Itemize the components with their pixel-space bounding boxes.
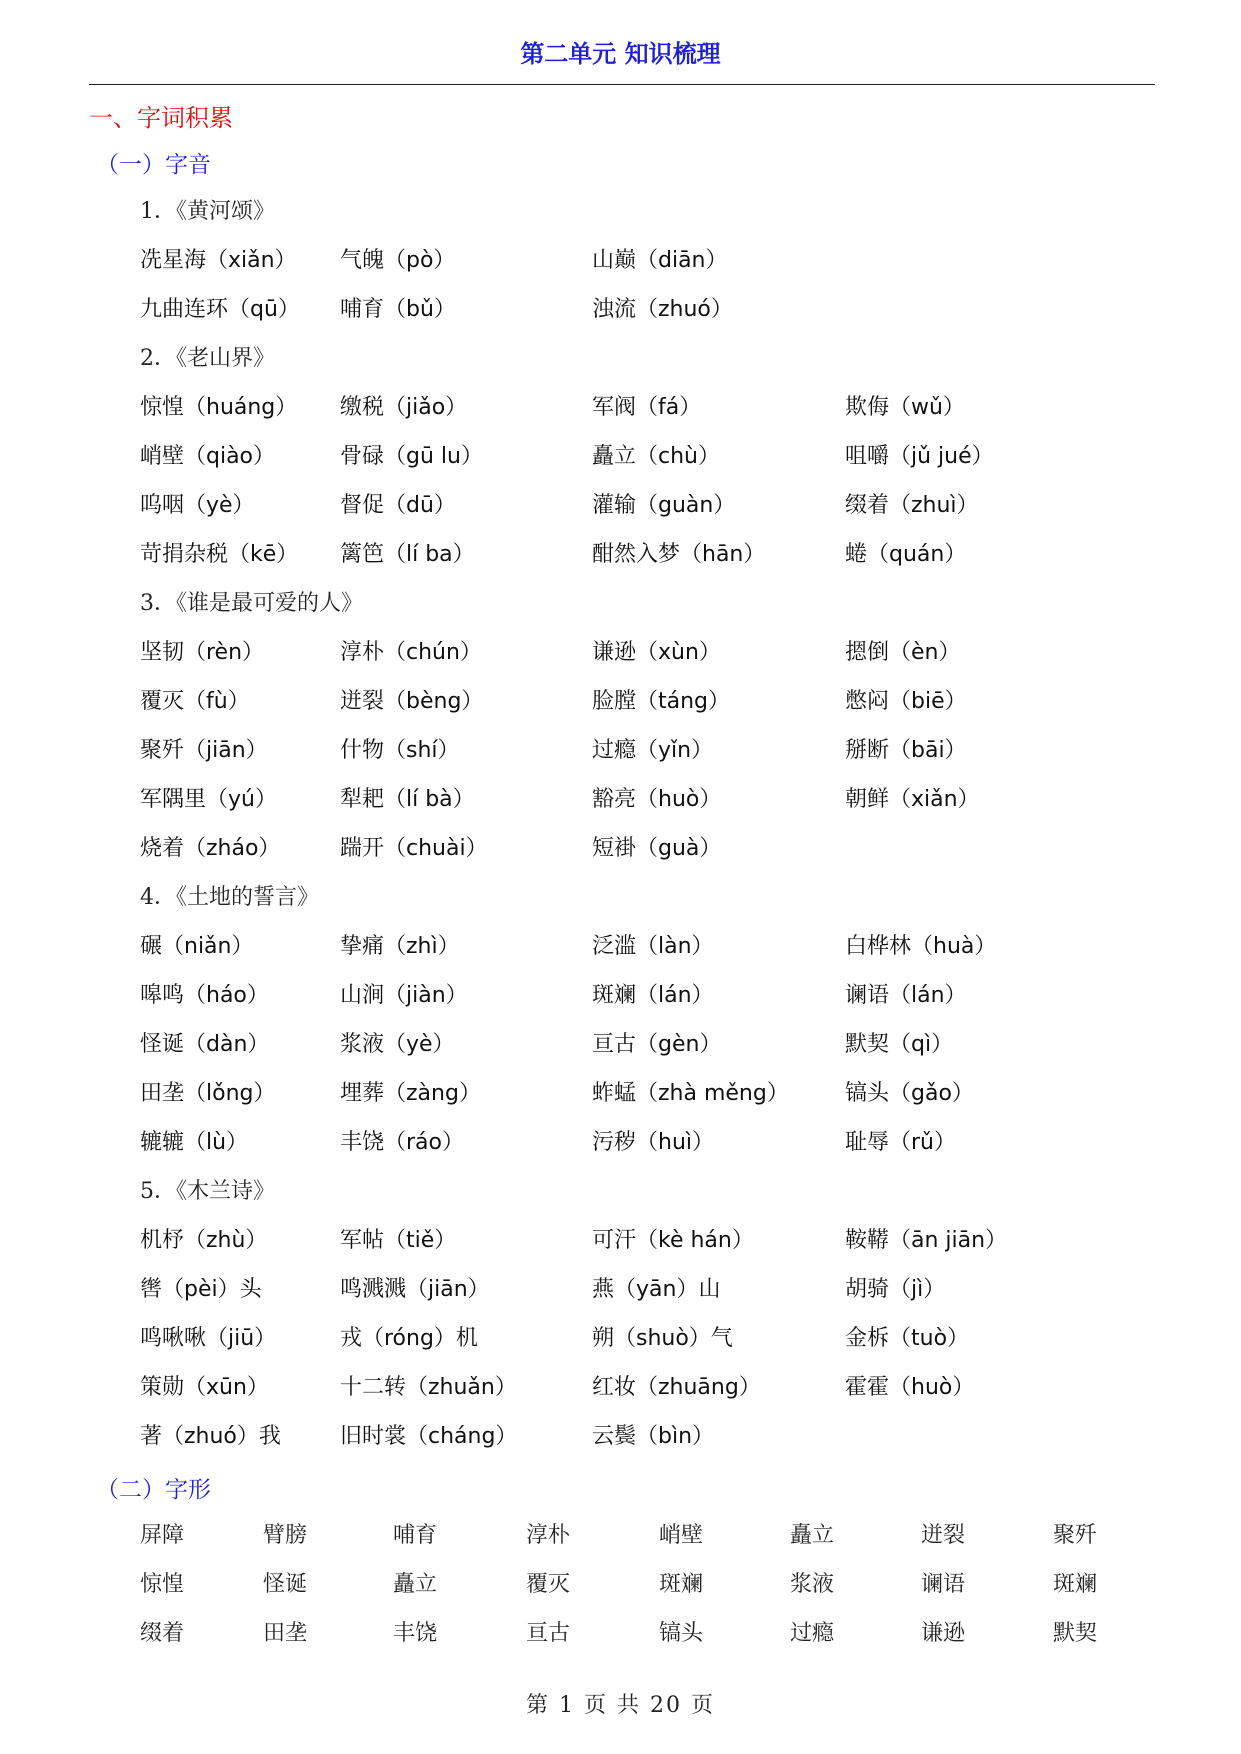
word-entry: 咀嚼（jǔ jué） (845, 444, 994, 469)
subsection-title-glyphs: （二）字形 (96, 1477, 211, 1503)
word-entry: 迸裂（bèng） (340, 689, 484, 714)
glyph-word: 哺育 (393, 1523, 438, 1548)
word-row (0, 439, 1241, 473)
word-row (0, 1223, 1241, 1257)
word-entry: 燕（yān）山 (592, 1277, 721, 1302)
word-entry: 军隅里（yú） (140, 787, 277, 812)
glyph-word: 镐头 (659, 1621, 704, 1646)
word-entry: 鸣啾啾（jiū） (140, 1326, 277, 1351)
lesson-title: 2．《老山界》 (140, 346, 275, 371)
glyph-word: 屏障 (140, 1523, 185, 1548)
glyph-word: 缀着 (140, 1621, 185, 1646)
word-row (0, 488, 1241, 522)
word-entry: 嗥鸣（háo） (140, 983, 269, 1008)
word-entry: 摁倒（èn） (845, 640, 961, 665)
glyph-word: 斑斓 (659, 1572, 704, 1597)
word-entry: 泛滥（làn） (592, 934, 714, 959)
glyph-word: 丰饶 (393, 1621, 438, 1646)
glyph-word: 覆灭 (526, 1572, 571, 1597)
glyph-row (0, 1567, 1241, 1601)
word-entry: 什物（shí） (340, 738, 460, 763)
word-entry: 戎（róng）机 (340, 1326, 478, 1351)
word-entry: 可汗（kè hán） (592, 1228, 754, 1253)
word-entry: 覆灭（fù） (140, 689, 250, 714)
word-entry: 灌输（guàn） (592, 493, 736, 518)
word-entry: 朔（shuò）气 (592, 1326, 733, 1351)
word-row (0, 782, 1241, 816)
word-entry: 挚痛（zhì） (340, 934, 460, 959)
word-entry: 憋闷（biē） (845, 689, 967, 714)
glyph-word: 过瘾 (790, 1621, 835, 1646)
word-entry: 山涧（jiàn） (340, 983, 468, 1008)
word-entry: 峭壁（qiào） (140, 444, 276, 469)
lesson-title: 5．《木兰诗》 (140, 1179, 275, 1204)
word-entry: 霍霍（huò） (845, 1375, 975, 1400)
word-entry: 酣然入梦（hān） (592, 542, 766, 567)
word-row (0, 929, 1241, 963)
word-entry: 犁耙（lí bà） (340, 787, 475, 812)
word-entry: 著（zhuó）我 (140, 1424, 281, 1449)
word-entry: 辘辘（lù） (140, 1130, 249, 1155)
word-row (0, 1027, 1241, 1061)
word-entry: 聚歼（jiān） (140, 738, 268, 763)
word-entry: 默契（qì） (845, 1032, 954, 1057)
word-entry: 红妆（zhuāng） (592, 1375, 761, 1400)
word-row (0, 243, 1241, 277)
page-footer: 第 1 页 共 20 页 (526, 1693, 715, 1718)
word-entry: 朝鲜（xiǎn） (845, 787, 980, 812)
subsection-title-pronunciation: （一）字音 (96, 152, 211, 178)
word-entry: 九曲连环（qū） (140, 297, 300, 322)
word-entry: 辔（pèi）头 (140, 1277, 262, 1302)
glyph-word: 矗立 (790, 1523, 835, 1548)
word-entry: 镐头（gǎo） (845, 1081, 974, 1106)
word-entry: 军阀（fá） (592, 395, 702, 420)
word-row (0, 292, 1241, 326)
glyph-word: 峭壁 (659, 1523, 704, 1548)
word-entry: 骨碌（gū lu） (340, 444, 483, 469)
word-row (0, 390, 1241, 424)
word-entry: 掰断（bāi） (845, 738, 967, 763)
glyph-word: 淳朴 (526, 1523, 571, 1548)
word-entry: 白桦林（huà） (845, 934, 997, 959)
word-entry: 冼星海（xiǎn） (140, 248, 297, 273)
glyph-word: 怪诞 (263, 1572, 308, 1597)
word-entry: 十二转（zhuǎn） (340, 1375, 517, 1400)
word-entry: 浆液（yè） (340, 1032, 455, 1057)
word-entry: 淳朴（chún） (340, 640, 482, 665)
word-entry: 山巅（diān） (592, 248, 728, 273)
word-entry: 斑斓（lán） (592, 983, 714, 1008)
word-entry: 过瘾（yǐn） (592, 738, 714, 763)
word-entry: 谰语（lán） (845, 983, 967, 1008)
word-entry: 亘古（gèn） (592, 1032, 722, 1057)
word-entry: 气魄（pò） (340, 248, 456, 273)
lesson-title: 4．《土地的誓言》 (140, 885, 319, 910)
glyph-row (0, 1616, 1241, 1650)
section-title: 一、字词积累 (89, 104, 233, 132)
glyph-word: 田垄 (263, 1621, 308, 1646)
glyph-word: 臂膀 (263, 1523, 308, 1548)
word-entry: 缴税（jiǎo） (340, 395, 468, 420)
word-entry: 短褂（guà） (592, 836, 722, 861)
word-entry: 田垄（lǒng） (140, 1081, 276, 1106)
header-divider (89, 84, 1155, 85)
word-entry: 呜咽（yè） (140, 493, 255, 518)
word-row (0, 1125, 1241, 1159)
word-entry: 篱笆（lí ba） (340, 542, 475, 567)
word-entry: 鞍鞯（ān jiān） (845, 1228, 1008, 1253)
glyph-word: 矗立 (393, 1572, 438, 1597)
word-row (0, 1419, 1241, 1453)
glyph-word: 浆液 (790, 1572, 835, 1597)
glyph-word: 谰语 (921, 1572, 966, 1597)
word-entry: 碾（niǎn） (140, 934, 254, 959)
glyph-word: 惊惶 (140, 1572, 185, 1597)
glyph-word: 谦逊 (921, 1621, 966, 1646)
word-row (0, 1272, 1241, 1306)
word-entry: 坚韧（rèn） (140, 640, 265, 665)
word-entry: 谦逊（xùn） (592, 640, 721, 665)
word-row (0, 537, 1241, 571)
word-row (0, 684, 1241, 718)
word-row (0, 635, 1241, 669)
word-entry: 金柝（tuò） (845, 1326, 970, 1351)
word-entry: 污秽（huì） (592, 1130, 714, 1155)
word-entry: 豁亮（huò） (592, 787, 722, 812)
word-entry: 云鬓（bìn） (592, 1424, 715, 1449)
word-entry: 军帖（tiě） (340, 1228, 457, 1253)
word-entry: 胡骑（jì） (845, 1277, 946, 1302)
word-row (0, 1321, 1241, 1355)
word-entry: 矗立（chù） (592, 444, 720, 469)
word-entry: 踹开（chuài） (340, 836, 488, 861)
glyph-word: 聚歼 (1053, 1523, 1098, 1548)
word-entry: 鸣溅溅（jiān） (340, 1277, 490, 1302)
word-entry: 蚱蜢（zhà měng） (592, 1081, 789, 1106)
glyph-word: 迸裂 (921, 1523, 966, 1548)
word-entry: 惊惶（huáng） (140, 395, 298, 420)
glyph-row (0, 1518, 1241, 1552)
glyph-word: 斑斓 (1053, 1572, 1098, 1597)
word-entry: 埋葬（zàng） (340, 1081, 481, 1106)
word-row (0, 1076, 1241, 1110)
word-entry: 机杼（zhù） (140, 1228, 268, 1253)
word-row (0, 978, 1241, 1012)
word-row (0, 733, 1241, 767)
word-entry: 脸膛（táng） (592, 689, 731, 714)
glyph-word: 默契 (1053, 1621, 1098, 1646)
word-entry: 督促（dū） (340, 493, 456, 518)
lesson-title: 3．《谁是最可爱的人》 (140, 591, 363, 616)
word-entry: 哺育（bǔ） (340, 297, 456, 322)
word-entry: 浊流（zhuó） (592, 297, 733, 322)
word-row (0, 1370, 1241, 1404)
word-entry: 苛捐杂税（kē） (140, 542, 299, 567)
word-entry: 策勋（xūn） (140, 1375, 269, 1400)
word-entry: 缀着（zhuì） (845, 493, 979, 518)
word-entry: 蜷（quán） (845, 542, 967, 567)
word-row (0, 831, 1241, 865)
word-entry: 丰饶（ráo） (340, 1130, 464, 1155)
word-entry: 旧时裳（cháng） (340, 1424, 518, 1449)
word-entry: 怪诞（dàn） (140, 1032, 270, 1057)
glyph-word: 亘古 (526, 1621, 571, 1646)
lesson-title: 1．《黄河颂》 (140, 199, 275, 224)
word-entry: 欺侮（wǔ） (845, 395, 965, 420)
word-entry: 耻辱（rǔ） (845, 1130, 956, 1155)
word-entry: 烧着（zháo） (140, 836, 281, 861)
page-title: 第二单元 知识梳理 (520, 40, 721, 68)
